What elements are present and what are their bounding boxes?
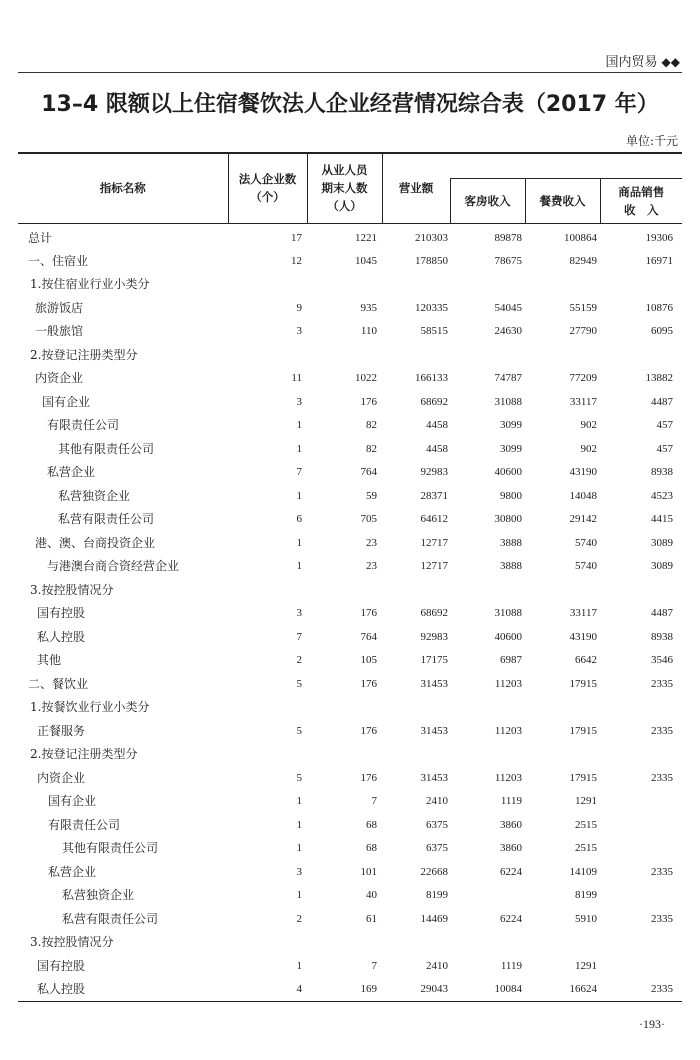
row-label: 私人控股 (18, 975, 228, 1001)
section-row (18, 270, 682, 294)
col-header-turnover (382, 153, 450, 223)
section-row (18, 740, 682, 764)
cell-enterprises (228, 740, 307, 764)
unit-label: 单位:千元 (625, 134, 678, 148)
cell-catering-revenue: 1291 (575, 959, 597, 972)
cell-room-revenue: 78675 (494, 254, 522, 267)
row-label: 其他有限责任公司 (62, 841, 159, 855)
cell-turnover: 2410 (426, 959, 448, 972)
table-row (18, 388, 682, 412)
col-header-employees-unit: （人） (327, 199, 362, 214)
cell-retail-revenue: 3089 (651, 560, 673, 572)
cell-employees: 764 (360, 466, 377, 478)
cell-enterprises: 3 (296, 395, 302, 408)
col-header-name-text: 指标名称 (99, 181, 146, 196)
cell-room-revenue: 74787 (494, 372, 522, 384)
cell-turnover: 22668 (420, 865, 448, 878)
cell-catering-revenue: 16624 (525, 975, 600, 1001)
cell-catering-revenue: 17915 (569, 724, 597, 737)
cell-retail-revenue: 3546 (651, 654, 673, 666)
cell-catering-revenue (525, 928, 600, 952)
cell-room-revenue: 1119 (500, 795, 522, 807)
cell-enterprises: 5 (296, 771, 302, 784)
cell-employees (307, 576, 382, 600)
cell-turnover: 12717 (420, 560, 448, 572)
cell-catering-revenue: 33117 (569, 607, 597, 619)
cell-enterprises (228, 928, 307, 952)
cell-room-revenue: 3888 (500, 560, 522, 572)
col-header-catering-revenue (525, 178, 600, 223)
table-body (18, 223, 682, 1001)
cell-turnover: 31453 (420, 724, 448, 737)
cell-turnover: 31453 (420, 771, 448, 784)
table-row (18, 435, 682, 459)
cell-enterprises: 3 (296, 325, 302, 337)
cell-enterprises: 1 (296, 442, 302, 455)
cell-retail-revenue: 13882 (645, 372, 673, 384)
table-row (18, 552, 682, 576)
cell-turnover: 58515 (420, 325, 448, 337)
cell-room-revenue: 6987 (500, 654, 522, 666)
cell-employees: 169 (307, 975, 382, 1001)
cell-room-revenue: 11203 (494, 724, 522, 737)
cell-employees (307, 740, 382, 764)
row-label: 3.按控股情况分 (30, 935, 114, 949)
cell-catering-revenue (525, 270, 600, 294)
table-row (18, 834, 682, 858)
cell-enterprises (228, 270, 307, 294)
row-label: 1.按餐饮业行业小类分 (30, 700, 150, 714)
cell-catering-revenue (525, 341, 600, 365)
cell-catering-revenue (525, 576, 600, 600)
col-header-employees (307, 153, 382, 223)
running-header (606, 53, 680, 72)
cell-employees: 61 (366, 912, 377, 925)
cell-turnover: 14469 (420, 912, 448, 925)
cell-enterprises: 2 (296, 654, 302, 666)
cell-turnover: 166133 (415, 372, 448, 384)
row-label: 内资企业 (37, 770, 86, 785)
col-header-catering-revenue-text: 餐费收入 (539, 193, 586, 208)
table-row (18, 599, 682, 623)
cell-room-revenue: 24630 (494, 325, 522, 337)
cell-enterprises: 9 (296, 301, 302, 314)
row-label: 国有控股 (37, 606, 86, 620)
cell-room-revenue: 31088 (494, 395, 522, 408)
cell-employees: 176 (360, 724, 377, 737)
table-row (18, 623, 682, 647)
row-label: 二、餐饮业 (28, 676, 89, 691)
cell-catering-revenue: 100864 (564, 231, 597, 244)
cell-catering-revenue: 2515 (575, 818, 597, 831)
cell-enterprises: 17 (291, 231, 302, 244)
cell-employees: 68 (366, 818, 377, 831)
cell-retail-revenue: 2335 (600, 975, 682, 1001)
cell-employees: 59 (366, 489, 377, 502)
table-row (18, 787, 682, 811)
cell-room-revenue: 31088 (494, 607, 522, 619)
cell-turnover: 6375 (426, 842, 448, 854)
row-label: 私营独资企业 (62, 888, 135, 902)
table-row (18, 646, 682, 670)
col-header-enterprises-line: 法人企业数 (238, 172, 297, 187)
cell-retail-revenue: 2335 (651, 677, 673, 690)
cell-enterprises: 1 (296, 842, 302, 854)
cell-room-revenue: 3099 (500, 419, 522, 431)
cell-catering-revenue: 6642 (575, 654, 597, 666)
cell-enterprises: 1 (296, 959, 302, 972)
cell-employees: 68 (366, 842, 377, 854)
cell-retail-revenue (600, 952, 682, 976)
cell-retail-revenue: 16971 (645, 254, 673, 267)
cell-enterprises: 1 (296, 795, 302, 807)
cell-employees: 23 (366, 536, 377, 549)
cell-turnover: 210303 (415, 231, 448, 244)
cell-enterprises: 5 (296, 677, 302, 690)
row-label: 国有控股 (37, 958, 86, 973)
table-header (18, 153, 682, 223)
cell-room-revenue (450, 740, 525, 764)
table-row (18, 505, 682, 529)
cell-turnover (382, 740, 450, 764)
table-row (18, 223, 682, 247)
cell-catering-revenue: 5740 (575, 536, 597, 549)
row-label: 总计 (28, 230, 53, 245)
running-header-section: 国内贸易 (605, 55, 658, 70)
cell-employees: 7 (371, 795, 377, 807)
cell-enterprises: 1 (296, 419, 302, 431)
cell-employees: 176 (360, 771, 377, 784)
cell-catering-revenue: 902 (580, 442, 597, 455)
cell-retail-revenue: 4487 (651, 395, 673, 408)
col-header-room-revenue (450, 178, 525, 223)
table-row (18, 411, 682, 435)
table-row (18, 717, 682, 741)
cell-employees (307, 270, 382, 294)
row-label: 2.按登记注册类型分 (30, 747, 138, 761)
table-row (18, 905, 682, 929)
table-row (18, 458, 682, 482)
cell-employees: 1022 (355, 372, 377, 384)
cell-enterprises: 11 (291, 372, 302, 384)
row-label: 有限责任公司 (48, 817, 121, 832)
cell-catering-revenue: 55159 (569, 301, 597, 314)
cell-turnover: 6375 (426, 818, 448, 831)
col-header-retail-revenue-line: 商品销售 (618, 184, 665, 199)
cell-turnover: 92983 (420, 630, 448, 643)
section-row (18, 693, 682, 717)
col-header-retail-revenue-line: 收 入 (624, 202, 659, 217)
cell-turnover: 68692 (420, 395, 448, 408)
cell-room-revenue: 11203 (494, 677, 522, 690)
page-number: ·193· (639, 1017, 665, 1031)
cell-retail-revenue: 2335 (651, 912, 673, 925)
cell-employees: 176 (360, 607, 377, 619)
cell-retail-revenue (600, 740, 682, 764)
cell-turnover (382, 693, 450, 717)
cell-enterprises: 3 (296, 865, 302, 878)
cell-room-revenue: 11203 (494, 771, 522, 784)
cell-room-revenue: 40600 (494, 630, 522, 643)
cell-room-revenue: 3888 (500, 536, 522, 549)
table-row (18, 858, 682, 882)
cell-room-revenue: 3099 (500, 442, 522, 455)
cell-retail-revenue: 8938 (651, 630, 673, 643)
table-row (18, 529, 682, 553)
cell-turnover (382, 928, 450, 952)
cell-retail-revenue: 10876 (645, 301, 673, 314)
col-header-name (18, 153, 228, 223)
cell-turnover: 4458 (426, 419, 448, 431)
cell-turnover: 92983 (420, 466, 448, 478)
cell-turnover (382, 270, 450, 294)
cell-employees: 764 (360, 630, 377, 643)
cell-turnover: 12717 (420, 536, 448, 549)
cell-enterprises: 2 (296, 912, 302, 925)
cell-catering-revenue: 8199 (575, 889, 597, 901)
cell-employees (307, 693, 382, 717)
cell-enterprises: 3 (296, 607, 302, 619)
table-row (18, 364, 682, 388)
cell-retail-revenue: 4415 (651, 513, 673, 525)
row-label: 一、住宿业 (28, 253, 89, 268)
cell-catering-revenue: 82949 (569, 254, 597, 267)
cell-catering-revenue: 902 (580, 419, 597, 431)
cell-room-revenue (450, 881, 525, 905)
cell-turnover: 4458 (426, 442, 448, 455)
cell-catering-revenue: 1291 (575, 795, 597, 807)
row-label: 私营有限责任公司 (62, 911, 159, 926)
table-row (18, 881, 682, 905)
cell-employees: 176 (360, 395, 377, 408)
cell-room-revenue (450, 576, 525, 600)
cell-employees: 105 (360, 654, 377, 666)
cell-catering-revenue: 77209 (569, 372, 597, 384)
row-label: 国有企业 (42, 394, 91, 409)
row-label: 其他 (37, 653, 62, 667)
cell-turnover: 17175 (420, 654, 448, 666)
cell-turnover: 68692 (420, 607, 448, 619)
cell-retail-revenue: 3089 (651, 536, 673, 549)
cell-catering-revenue: 14109 (569, 865, 597, 878)
row-label: 3.按控股情况分 (30, 582, 114, 597)
cell-enterprises (228, 693, 307, 717)
row-label: 其他有限责任公司 (58, 441, 155, 456)
cell-employees: 101 (360, 865, 377, 878)
cell-employees (307, 928, 382, 952)
cell-catering-revenue: 14048 (569, 489, 597, 502)
cell-catering-revenue: 29142 (569, 513, 597, 525)
cell-employees: 935 (360, 301, 377, 314)
cell-enterprises: 1 (296, 560, 302, 572)
cell-catering-revenue: 43190 (569, 466, 597, 478)
cell-retail-revenue (600, 811, 682, 835)
cell-room-revenue: 89878 (494, 231, 522, 244)
header-row (18, 153, 682, 178)
section-row (18, 928, 682, 952)
cell-retail-revenue: 457 (656, 442, 673, 455)
cell-retail-revenue: 4487 (651, 607, 673, 619)
cell-catering-revenue (525, 693, 600, 717)
cell-enterprises: 12 (291, 254, 302, 267)
cell-enterprises: 5 (296, 724, 302, 737)
cell-turnover: 31453 (420, 677, 448, 690)
cell-room-revenue (450, 693, 525, 717)
cell-employees: 176 (360, 677, 377, 690)
cell-room-revenue: 54045 (494, 301, 522, 314)
col-header-employees-line: 从业人员 (321, 163, 368, 178)
row-label: 正餐服务 (37, 723, 86, 738)
cell-turnover: 64612 (420, 513, 448, 525)
header-rule (18, 72, 682, 73)
cell-room-revenue: 3860 (500, 842, 522, 854)
cell-room-revenue: 1119 (500, 959, 522, 972)
cell-turnover: 29043 (382, 975, 450, 1001)
cell-employees: 82 (366, 419, 377, 431)
cell-room-revenue: 40600 (494, 466, 522, 478)
cell-catering-revenue: 17915 (569, 677, 597, 690)
section-row (18, 576, 682, 600)
row-label: 旅游饭店 (35, 300, 84, 315)
cell-retail-revenue: 4523 (651, 489, 673, 502)
cell-enterprises: 4 (228, 975, 307, 1001)
cell-catering-revenue: 43190 (569, 630, 597, 643)
table-row (18, 975, 682, 1001)
cell-retail-revenue: 8938 (651, 466, 673, 478)
cell-room-revenue: 9800 (500, 489, 522, 502)
table-row (18, 247, 682, 271)
cell-employees: 40 (366, 889, 377, 901)
cell-employees: 705 (360, 513, 377, 525)
table-row (18, 670, 682, 694)
cell-employees: 82 (366, 442, 377, 455)
cell-employees: 23 (366, 560, 377, 572)
cell-enterprises (228, 576, 307, 600)
cell-employees: 1221 (355, 231, 377, 244)
cell-retail-revenue (600, 341, 682, 365)
cell-catering-revenue (525, 740, 600, 764)
cell-retail-revenue (600, 576, 682, 600)
cell-room-revenue (450, 270, 525, 294)
row-label: 2.按登记注册类型分 (30, 347, 138, 362)
cell-enterprises: 1 (296, 889, 302, 901)
cell-employees (307, 341, 382, 365)
table-row (18, 952, 682, 976)
cell-employees: 1045 (355, 254, 377, 267)
cell-retail-revenue (600, 693, 682, 717)
cell-enterprises: 7 (296, 630, 302, 643)
cell-employees: 7 (371, 959, 377, 972)
row-label: 国有企业 (48, 794, 97, 808)
row-label: 私营企业 (47, 465, 96, 479)
col-header-enterprises (228, 153, 307, 223)
row-label: 私营企业 (48, 864, 97, 879)
stats-table (18, 152, 682, 1002)
cell-turnover: 178850 (415, 254, 448, 267)
cell-catering-revenue: 5740 (575, 560, 597, 572)
cell-retail-revenue: 457 (656, 419, 673, 431)
row-label: 私人控股 (37, 629, 86, 644)
row-label: 私营有限责任公司 (58, 512, 155, 526)
cell-turnover (382, 341, 450, 365)
cell-retail-revenue (600, 928, 682, 952)
cell-catering-revenue: 17915 (569, 771, 597, 784)
cell-enterprises: 1 (296, 489, 302, 502)
cell-enterprises: 1 (296, 536, 302, 549)
row-label: 有限责任公司 (47, 418, 120, 432)
cell-room-revenue: 6224 (500, 865, 522, 878)
col-group-header (450, 153, 682, 178)
page-title: 13–4 限额以上住宿餐饮法人企业经营情况综合表（2017 年） (41, 92, 659, 117)
col-header-turnover-text: 营业额 (398, 181, 434, 196)
cell-room-revenue: 3860 (500, 818, 522, 831)
cell-enterprises: 6 (296, 513, 302, 525)
cell-enterprises: 1 (296, 818, 302, 831)
table-row (18, 811, 682, 835)
cell-retail-revenue (600, 881, 682, 905)
cell-retail-revenue: 2335 (651, 771, 673, 784)
cell-turnover: 2410 (426, 795, 448, 807)
diamond-ornament-icon: ◆◆ (661, 55, 680, 69)
cell-catering-revenue: 27790 (569, 325, 597, 337)
table-row (18, 317, 682, 341)
row-label: 一般旅馆 (35, 324, 84, 338)
cell-retail-revenue: 6095 (651, 325, 673, 337)
col-header-retail-revenue (600, 178, 682, 223)
cell-retail-revenue (600, 834, 682, 858)
cell-retail-revenue: 2335 (651, 724, 673, 737)
cell-catering-revenue: 5910 (575, 912, 597, 925)
cell-turnover: 120335 (415, 301, 448, 314)
col-header-employees-line: 期末人数 (321, 181, 368, 196)
cell-retail-revenue (600, 787, 682, 811)
cell-employees: 110 (360, 325, 377, 337)
cell-turnover (382, 576, 450, 600)
cell-catering-revenue: 33117 (569, 395, 597, 408)
row-label: 私营独资企业 (58, 488, 131, 503)
row-label: 1.按住宿业行业小类分 (30, 277, 150, 291)
col-header-room-revenue-text: 客房收入 (464, 193, 511, 208)
row-label: 港、澳、台商投资企业 (35, 535, 156, 550)
row-label: 内资企业 (35, 371, 84, 385)
cell-retail-revenue: 19306 (645, 231, 673, 244)
cell-retail-revenue (600, 270, 682, 294)
cell-room-revenue: 10084 (450, 975, 525, 1001)
table-row (18, 482, 682, 506)
cell-enterprises: 7 (296, 466, 302, 478)
cell-turnover: 8199 (426, 889, 448, 901)
cell-room-revenue (450, 341, 525, 365)
cell-catering-revenue: 2515 (575, 842, 597, 854)
table-row (18, 294, 682, 318)
cell-room-revenue (450, 928, 525, 952)
section-row (18, 341, 682, 365)
cell-enterprises (228, 341, 307, 365)
cell-room-revenue: 30800 (494, 513, 522, 525)
table-row (18, 764, 682, 788)
col-header-enterprises-unit: （个） (250, 190, 285, 205)
cell-room-revenue: 6224 (500, 912, 522, 925)
cell-retail-revenue: 2335 (651, 865, 673, 878)
cell-turnover: 28371 (420, 489, 448, 502)
row-label: 与港澳台商合资经营企业 (47, 559, 180, 573)
